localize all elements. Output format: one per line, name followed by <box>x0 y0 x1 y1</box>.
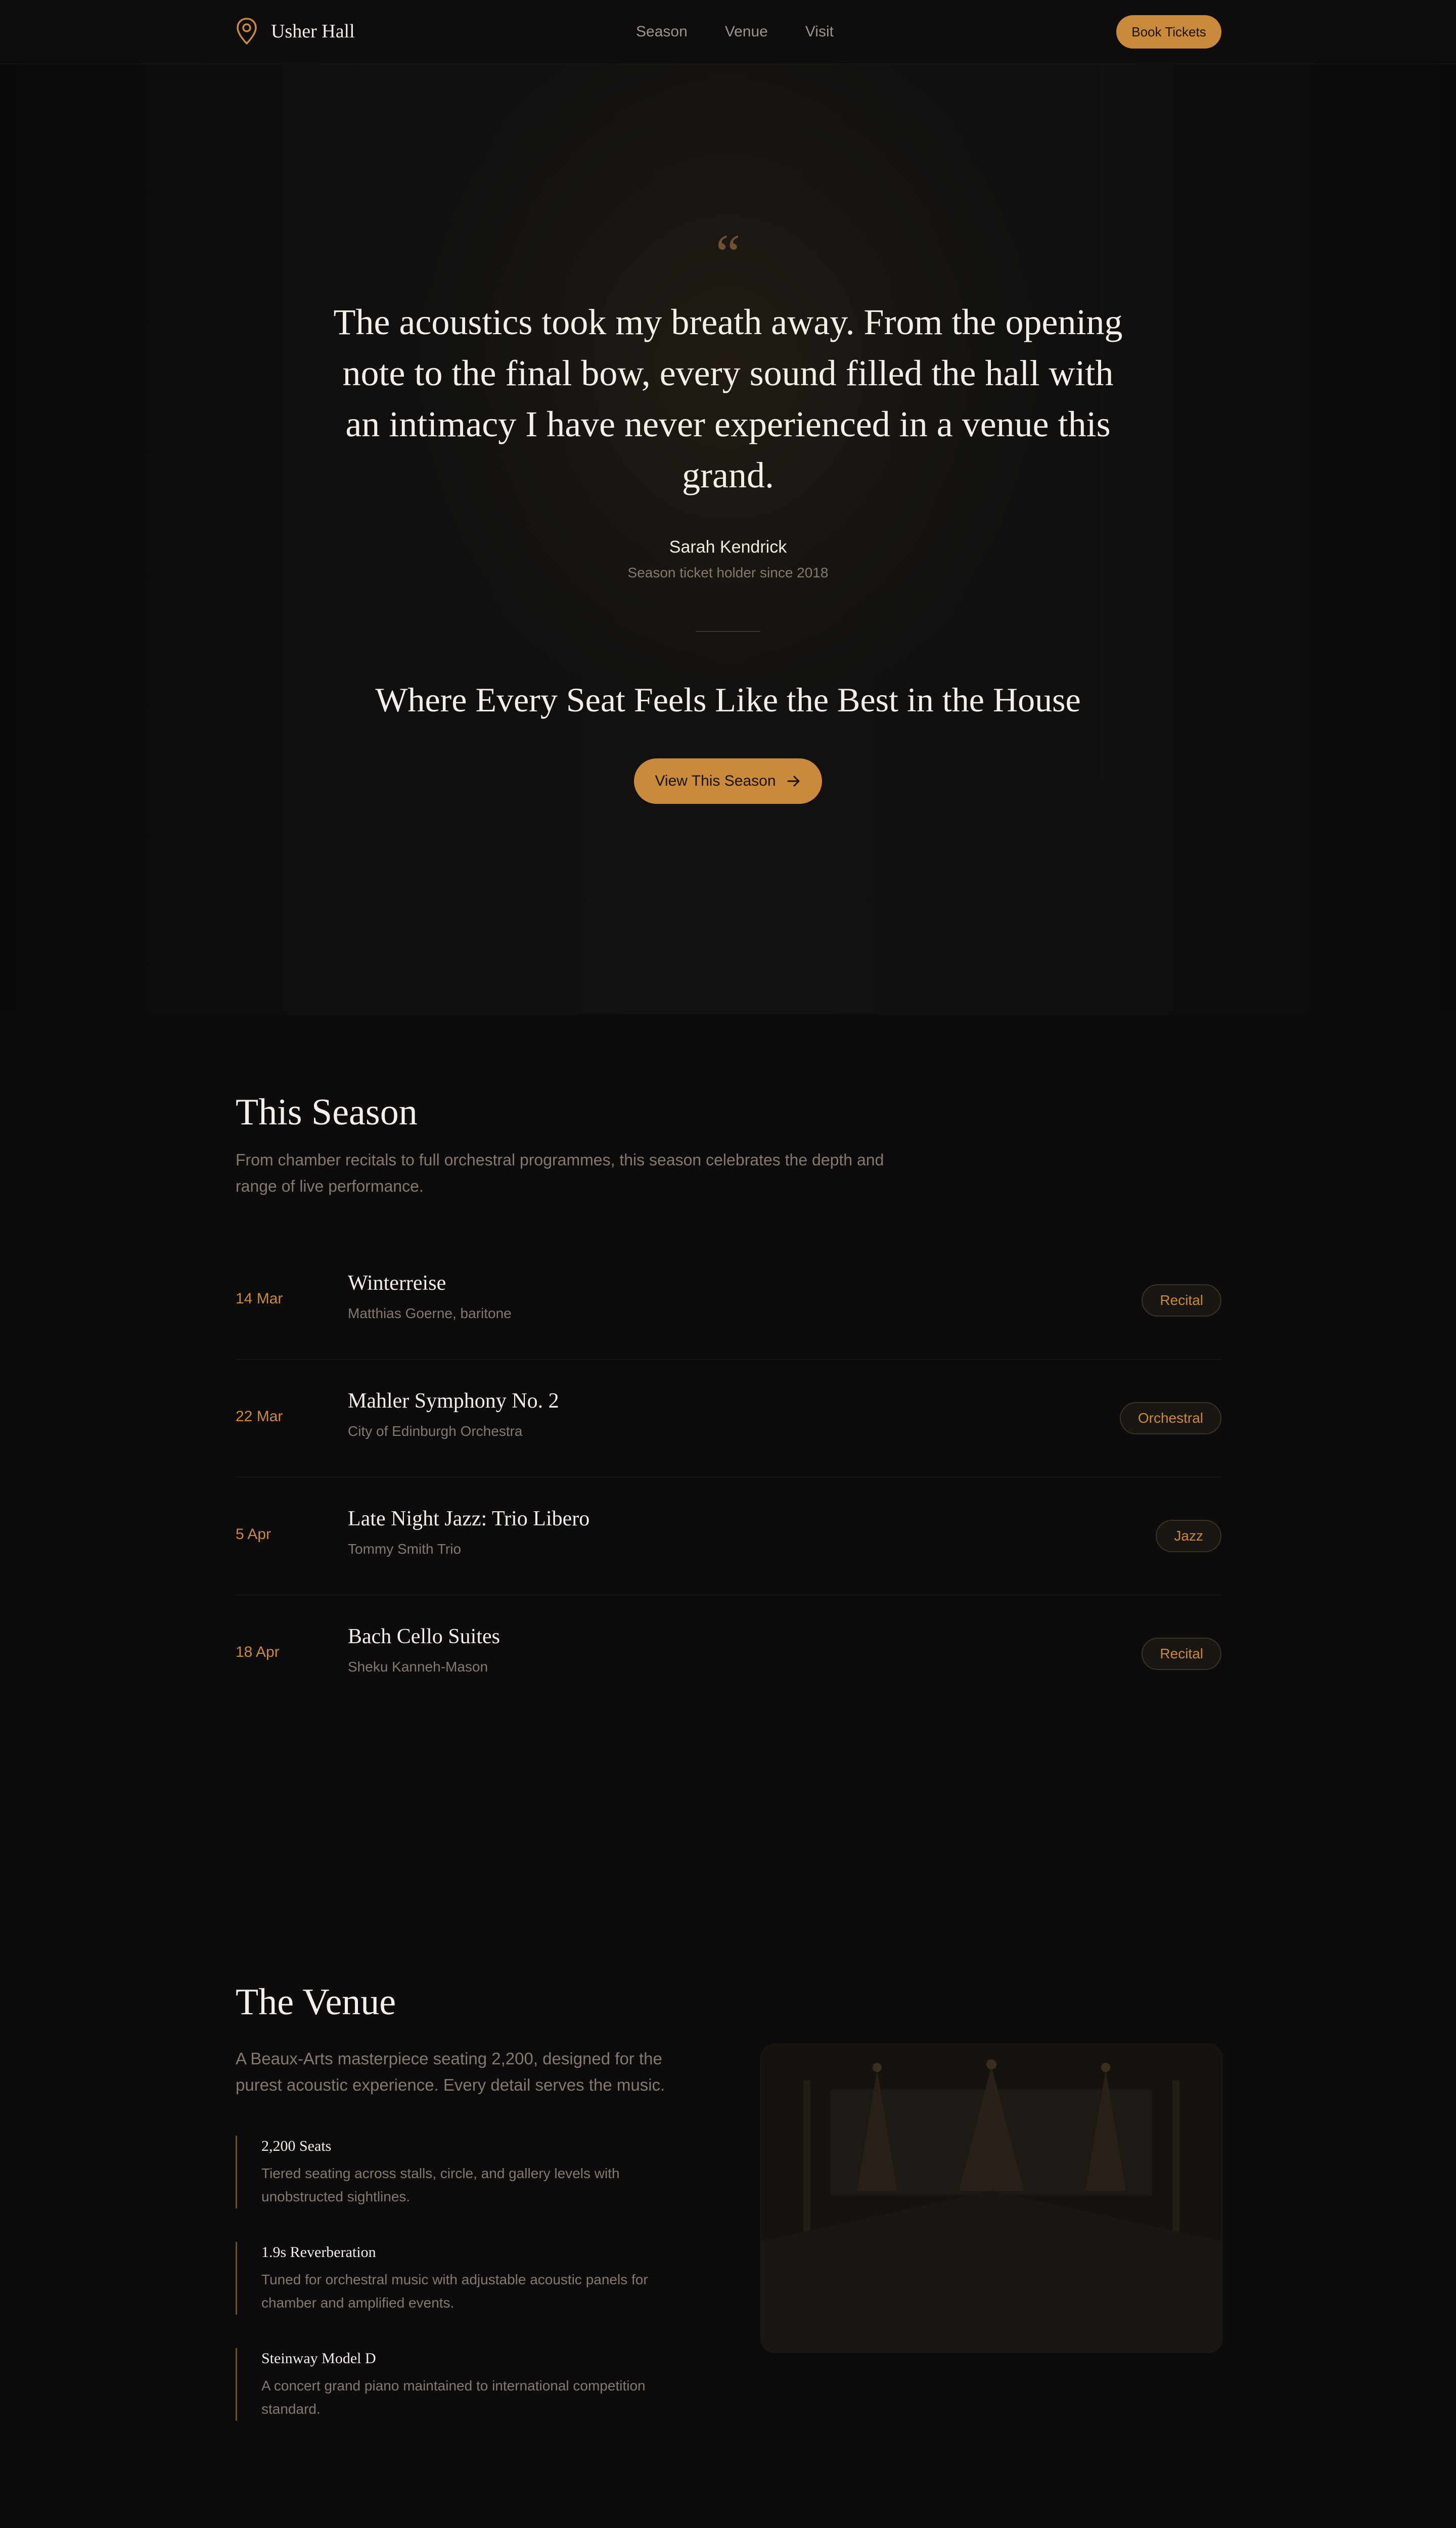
view-season-label: View This Season <box>655 773 776 789</box>
venue-feature <box>236 2136 680 2208</box>
nav-links <box>636 23 834 40</box>
top-nav <box>0 0 1456 64</box>
hero-title: Where Every Seat Feels Like the Best in the House <box>375 681 1081 719</box>
quote-mark-icon: “ <box>715 223 741 285</box>
nav-link-venue[interactable]: Venue <box>724 23 768 40</box>
event-genre-badge: Jazz <box>1156 1520 1221 1552</box>
event-name: Bach Cello Suites <box>348 1625 500 1648</box>
event-row[interactable] <box>236 1360 1221 1477</box>
stage-illustration <box>761 2044 1222 2353</box>
view-season-button[interactable] <box>634 758 822 804</box>
arrow-right-icon <box>786 774 801 789</box>
event-date: 18 Apr <box>236 1644 280 1660</box>
feature-title: Steinway Model D <box>261 2350 376 2367</box>
brand-name: Usher Hall <box>271 21 355 42</box>
map-pin-icon <box>236 17 258 46</box>
book-tickets-button[interactable] <box>1116 15 1221 49</box>
event-genre-badge: Orchestral <box>1120 1402 1221 1434</box>
feature-description: Tuned for orchestral music with adjustable acoustic panels for chamber and amplified events. <box>261 2272 648 2311</box>
venue-feature <box>236 2348 680 2421</box>
event-performer: Sheku Kanneh-Mason <box>348 1659 488 1675</box>
venue-title: The Venue <box>236 1981 396 2023</box>
event-date: 22 Mar <box>236 1408 283 1425</box>
brand-logo[interactable] <box>236 17 355 46</box>
event-performer: Matthias Goerne, baritone <box>348 1305 512 1321</box>
testimonial-quote: The acoustics took my breath away. From the opening note to the final bow, every sound filled the hall with an intimacy I have never experienced in a venue this grand. <box>333 302 1123 495</box>
book-tickets-label: Book Tickets <box>1131 24 1206 39</box>
testimonial-author-subtitle: Season ticket holder since 2018 <box>627 565 829 580</box>
event-name: Winterreise <box>348 1272 446 1295</box>
venue-features <box>236 2136 680 2454</box>
event-name: Late Night Jazz: Trio Libero <box>348 1507 590 1530</box>
event-row[interactable] <box>236 1595 1221 1712</box>
nav-link-visit[interactable]: Visit <box>805 23 834 40</box>
event-list <box>236 1242 1221 1712</box>
event-performer: City of Edinburgh Orchestra <box>348 1423 523 1439</box>
event-row[interactable] <box>236 1477 1221 1595</box>
season-description: From chamber recitals to full orchestral programmes, this season celebrates the depth and range of live performance. <box>236 1151 884 1195</box>
event-date: 5 Apr <box>236 1526 271 1543</box>
event-name: Mahler Symphony No. 2 <box>348 1389 559 1413</box>
feature-title: 1.9s Reverberation <box>261 2244 376 2261</box>
testimonial-author: Sarah Kendrick <box>669 537 787 557</box>
season-title: This Season <box>236 1092 418 1133</box>
event-date: 14 Mar <box>236 1290 283 1307</box>
venue-feature <box>236 2242 680 2315</box>
feature-description: Tiered seating across stalls, circle, and gallery levels with unobstructed sightlines. <box>261 2165 620 2204</box>
feature-title: 2,200 Seats <box>261 2138 332 2154</box>
venue-illustration <box>760 2044 1222 2353</box>
hero-divider <box>696 631 760 632</box>
event-genre-badge: Recital <box>1142 1284 1221 1317</box>
feature-description: A concert grand piano maintained to international competition standard. <box>261 2378 646 2417</box>
venue-description: A Beaux-Arts masterpiece seating 2,200, designed for the purest acoustic experience. Every detail serves the music. <box>236 2049 665 2094</box>
nav-link-season[interactable]: Season <box>636 23 688 40</box>
event-performer: Tommy Smith Trio <box>348 1541 462 1557</box>
event-genre-badge: Recital <box>1142 1638 1221 1670</box>
event-row[interactable] <box>236 1242 1221 1360</box>
hero-section <box>0 64 1456 1015</box>
